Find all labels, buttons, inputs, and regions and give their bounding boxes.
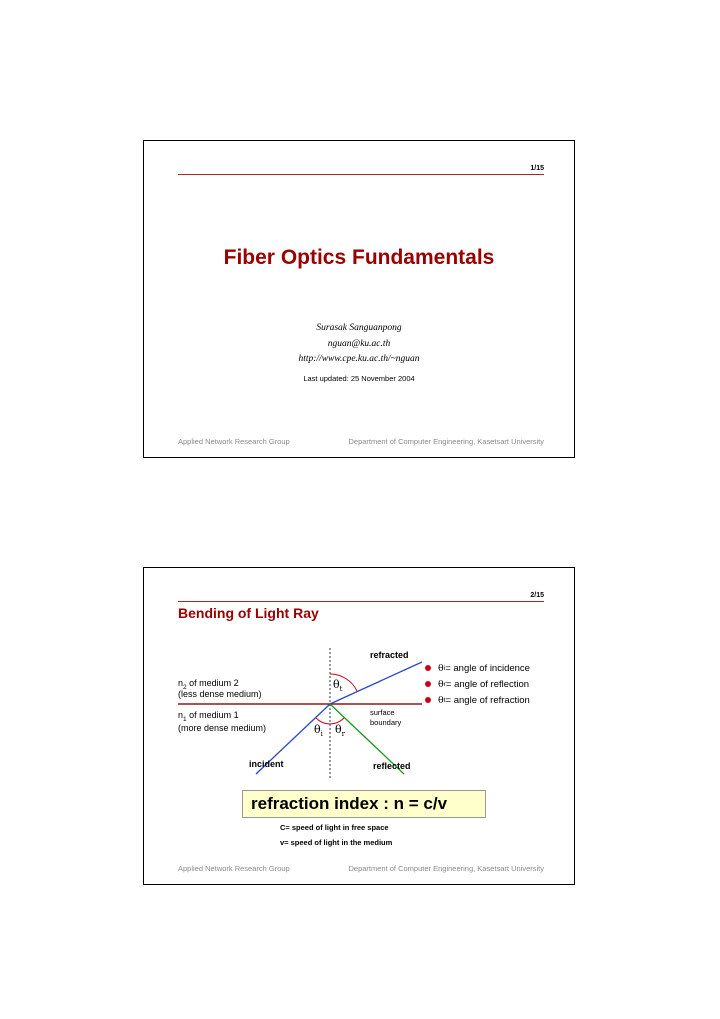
theta-t-label: $\theta_t$	[333, 678, 343, 694]
footer-left: Applied Network Research Group	[178, 437, 290, 446]
page-number: 1/15	[530, 165, 544, 172]
footer-right: Department of Computer Engineering, Kasetsart University	[348, 864, 544, 873]
refraction-index-formula: refraction index : n = c/v	[242, 790, 486, 818]
medium2-desc: (less dense medium)	[178, 689, 262, 699]
bullet-dot	[425, 681, 431, 687]
bullet-incidence: θ i = angle of incidence	[425, 660, 530, 676]
bullet-dot	[425, 697, 431, 703]
note-c: C= speed of light in free space	[280, 823, 389, 832]
medium2-label: $n_2$ of medium 2	[178, 678, 239, 691]
medium1-label: $n_1$ of medium 1	[178, 710, 239, 723]
bullet-refraction: θ t = angle of refraction	[425, 692, 530, 708]
note-v: v= speed of light in the medium	[280, 838, 393, 847]
reflected-label: reflected	[373, 761, 411, 771]
refracted-ray	[330, 662, 422, 704]
author-email: nguan@ku.ac.th	[327, 339, 391, 349]
footer-left: Applied Network Research Group	[178, 864, 290, 873]
author-name: Surasak Sanguanpong	[316, 323, 402, 333]
footer-right: Department of Computer Engineering, Kasetsart University	[348, 437, 544, 446]
medium1-desc: (more dense medium)	[178, 723, 267, 733]
slide-1	[143, 140, 575, 458]
header-rule	[178, 174, 544, 175]
refracted-label: refracted	[370, 650, 409, 660]
last-updated: Last updated: 25 November 2004	[303, 374, 415, 383]
author-url: http://www.cpe.ku.ac.th/~nguan	[298, 354, 420, 364]
slide-title: Bending of Light Ray	[178, 605, 319, 621]
theta-i-label: $\theta_i$	[314, 723, 323, 739]
slide-title: Fiber Optics Fundamentals	[223, 246, 495, 269]
incident-label: incident	[249, 759, 284, 769]
angle-legend	[425, 660, 530, 708]
bullet-reflection: θ r = angle of reflection	[425, 676, 530, 692]
slide-2	[143, 567, 575, 885]
page-number: 2/15	[530, 592, 544, 599]
bullet-dot	[425, 665, 431, 671]
surface-boundary-label: surface boundary	[370, 708, 402, 727]
theta-r-label: $\theta_r$	[335, 723, 345, 739]
